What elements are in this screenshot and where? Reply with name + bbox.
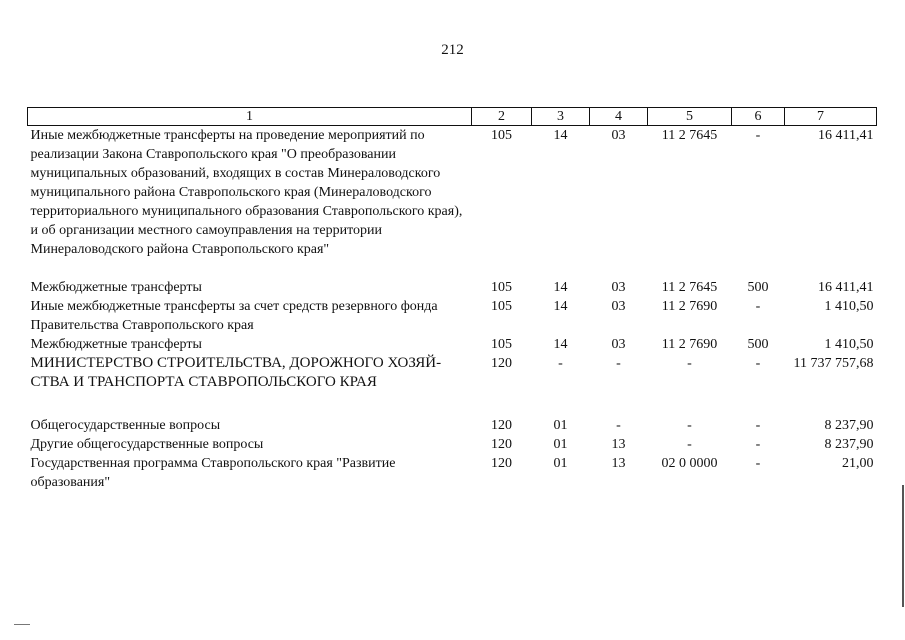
scan-corner-mark <box>14 624 30 625</box>
column-header-1: 1 <box>28 108 472 126</box>
table-body <box>28 126 877 493</box>
row-col-5: - <box>687 356 692 371</box>
table-row <box>28 278 877 297</box>
row-amount: 1 410,50 <box>824 299 874 314</box>
row-col-5: 11 2 7645 <box>661 280 718 295</box>
row-col-4: 03 <box>611 280 626 295</box>
column-header-6: 6 <box>732 108 785 126</box>
column-header-7: 7 <box>785 108 877 126</box>
row-col-2: 120 <box>491 456 512 471</box>
row-col-3: 01 <box>553 437 568 452</box>
table-row <box>28 416 877 435</box>
row-col-5: - <box>687 418 692 433</box>
row-amount: 8 237,90 <box>824 418 874 433</box>
table-row <box>28 435 877 454</box>
row-col-6: - <box>755 299 761 314</box>
row-col-3: 14 <box>553 280 568 295</box>
row-col-3: 14 <box>553 128 568 143</box>
row-col-2: 105 <box>491 128 512 143</box>
row-spacer <box>28 259 877 278</box>
row-col-5: 11 2 7690 <box>661 337 718 352</box>
row-col-5: 11 2 7690 <box>661 299 718 314</box>
table-row <box>28 126 877 260</box>
row-name: Государственная программа Ставропольского края "Развитие образования" <box>30 456 396 490</box>
column-header-4: 4 <box>590 108 648 126</box>
row-col-6: - <box>755 418 761 433</box>
row-name: Межбюджетные трансферты <box>30 337 202 352</box>
row-col-3: 14 <box>553 299 568 314</box>
row-col-6: - <box>755 356 761 371</box>
row-col-2: 105 <box>491 299 512 314</box>
scan-margin-line <box>902 485 904 607</box>
row-amount: 16 411,41 <box>818 128 874 143</box>
row-col-4: - <box>616 418 621 433</box>
row-name: Общегосударственные вопросы <box>30 418 221 433</box>
row-amount: 8 237,90 <box>824 437 874 452</box>
column-header-3: 3 <box>532 108 590 126</box>
row-col-3: - <box>558 356 563 371</box>
row-col-2: 105 <box>491 337 512 352</box>
row-col-4: 13 <box>611 456 626 471</box>
row-col-4: 03 <box>611 128 626 143</box>
row-col-6: - <box>755 128 761 143</box>
row-col-4: 03 <box>611 299 626 314</box>
page-number: 212 <box>441 42 464 58</box>
row-name: Межбюджетные трансферты <box>30 280 202 295</box>
row-col-6: 500 <box>747 280 769 295</box>
row-name: Иные межбюджетные трансферты на проведение мероприятий по реализации Закона Ставропольского края "О преобразовании муниципальных образований, входящих в состав Минераловодского муниципального района Ставропольского края (Минераловодского территориального муниципального образования Ставропольского края), и об организации местного самоуправления на территории Минераловодского района Ставропольского края" <box>30 128 463 257</box>
row-col-6: - <box>755 456 761 471</box>
row-col-3: 01 <box>553 456 568 471</box>
row-amount: 11 737 757,68 <box>793 356 874 371</box>
row-spacer <box>28 392 877 411</box>
row-name: Другие общегосударственные вопросы <box>30 437 264 452</box>
row-col-2: 120 <box>491 356 512 371</box>
row-col-3: 01 <box>553 418 568 433</box>
row-col-4: 13 <box>611 437 626 452</box>
row-col-2: 120 <box>491 437 512 452</box>
row-name: Иные межбюджетные трансферты за счет средств резервного фонда Правительства Ставропольского края <box>30 299 438 333</box>
column-header-2: 2 <box>472 108 532 126</box>
row-amount: 21,00 <box>842 456 874 471</box>
header-row <box>28 108 877 126</box>
row-col-5: - <box>687 437 692 452</box>
row-col-2: 120 <box>491 418 512 433</box>
row-col-6: 500 <box>747 337 769 352</box>
budget-table <box>27 107 877 492</box>
row-col-5: 11 2 7645 <box>661 128 718 143</box>
row-col-4: 03 <box>611 337 626 352</box>
row-name: МИНИСТЕРСТВО СТРОИТЕЛЬСТВА, ДОРОЖНОГО ХОЗЯЙ-СТВА И ТРАНСПОРТА СТАВРОПОЛЬСКОГО КРАЯ <box>30 355 442 390</box>
table-row <box>28 335 877 354</box>
row-col-4: - <box>616 356 621 371</box>
row-col-5: 02 0 0000 <box>661 456 718 471</box>
column-header-5: 5 <box>648 108 732 126</box>
table-header <box>28 108 877 126</box>
row-col-6: - <box>755 437 761 452</box>
table-row <box>28 354 877 392</box>
row-amount: 16 411,41 <box>818 280 874 295</box>
row-amount: 1 410,50 <box>824 337 874 352</box>
table-row <box>28 454 877 492</box>
row-col-3: 14 <box>553 337 568 352</box>
row-col-2: 105 <box>491 280 512 295</box>
table-row <box>28 297 877 335</box>
